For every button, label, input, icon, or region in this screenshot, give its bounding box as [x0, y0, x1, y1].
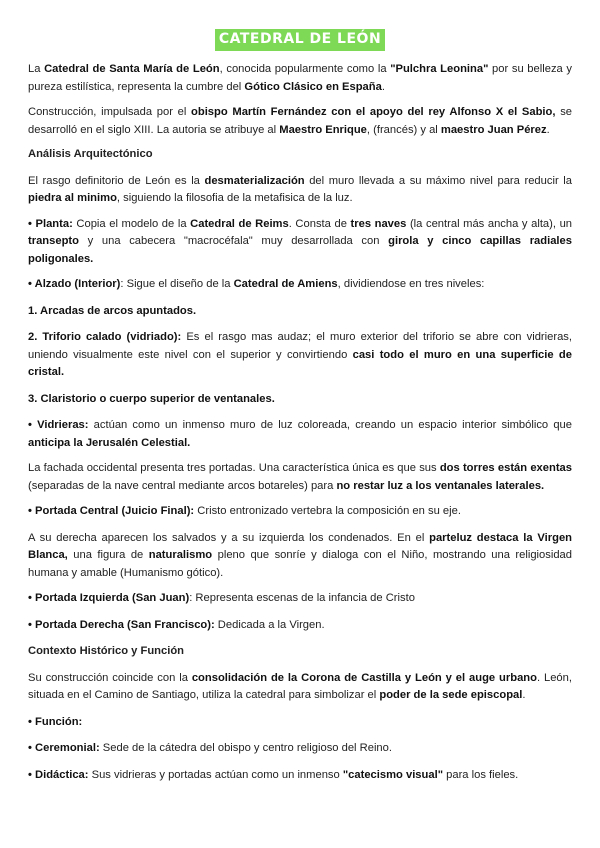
- paragraph-portada-central: • Portada Central (Juicio Final): Cristo entronizado vertebra la composición en su eje.: [28, 505, 461, 517]
- paragraph-intro: La Catedral de Santa María de León, conocida popularmente como la "Pulchra Leonina" por su belleza y pureza estilística, representa la cumbre del Gótico Clásico en España.: [28, 63, 572, 93]
- paragraph-construction: Construcción, impulsada por el obispo Martín Fernández con el apoyo del rey Alfonso X el Sabio, se desarrolló en el siglo XIII. La autoria se atribuye al Maestro Enrique, (francés) y al maestro Juan Pérez.: [28, 106, 573, 136]
- paragraph-vidrieras: • Vidrieras: actúan como un inmenso muro de luz coloreada, creando un espacio interior simbólico que anticipa la Jerusalén Celestial.: [28, 419, 572, 449]
- list-item-funcion: • Función:: [28, 715, 83, 728]
- list-item-arcadas: 1. Arcadas de arcos apuntados.: [28, 304, 197, 317]
- paragraph-portada-izquierda: • Portada Izquierda (San Juan): Representa escenas de la infancia de Cristo: [28, 592, 415, 604]
- paragraph-desmaterializacion: El rasgo definitorio de León es la desmaterialización del muro llevada a su máximo nivel para reducir la piedra al minimo, siguiendo la filosofia de la metafisica de la luz.: [28, 174, 572, 204]
- paragraph-alzado: • Alzado (Interior): Sigue el diseño de la Catedral de Amiens, dividiendose en tres niveles:: [28, 278, 485, 290]
- list-item-didactica: • Didáctica: Sus vidrieras y portadas actúan como un inmenso "catecismo visual" para los fieles.: [28, 768, 519, 781]
- paragraph-fachada: La fachada occidental presenta tres portadas. Una característica única es que sus dos torres están exentas (separadas de la nave central mediante arcos botareles) para no restar luz a los ventanales laterales.: [28, 462, 572, 492]
- section-heading-analysis: Análisis Arquitectónico: [28, 148, 153, 160]
- list-item-ceremonial: • Ceremonial: Sede de la cátedra del obispo y centro religioso del Reino.: [28, 742, 392, 754]
- paragraph-contexto: Su construcción coincide con la consolidación de la Corona de Castilla y León y el auge urbano. León, situada en el Camino de Santiago, utiliza la catedral para simbolizar el poder de la sede episcopal.: [28, 671, 572, 701]
- paragraph-planta: • Planta: Copia el modelo de la Catedral de Reims. Consta de tres naves (la central más ancha y alta), un transepto y una cabecera "macrocéfala" muy desarrollada con girola y cinco capillas radiales poligonales.: [28, 217, 573, 265]
- paragraph-portada-derecha: • Portada Derecha (San Francisco): Dedicada a la Virgen.: [28, 618, 325, 631]
- list-item-claristorio: 3. Claristorio o cuerpo superior de ventanales.: [28, 392, 275, 405]
- document-body: [28, 61, 572, 784]
- list-item-triforio: 2. Triforio calado (vidriado): Es el rasgo mas audaz; el muro exterior del triforio se abre con vidrieras, uniendo visualmente este nivel con el superior y convirtiendo casi todo el muro en una superficie de cristal.: [28, 331, 572, 378]
- section-heading-context: Contexto Histórico y Función: [28, 645, 185, 657]
- paragraph-virgen-blanca: A su derecha aparecen los salvados y a su izquierda los condenados. En el parteluz destaca la Virgen Blanca, una figura de naturalismo pleno que sonríe y dialoga con el Niño, mostrando una religiosidad humana y amable (Humanismo gótico).: [28, 531, 572, 579]
- page-title: CATEDRAL DE LEÓN: [215, 29, 385, 51]
